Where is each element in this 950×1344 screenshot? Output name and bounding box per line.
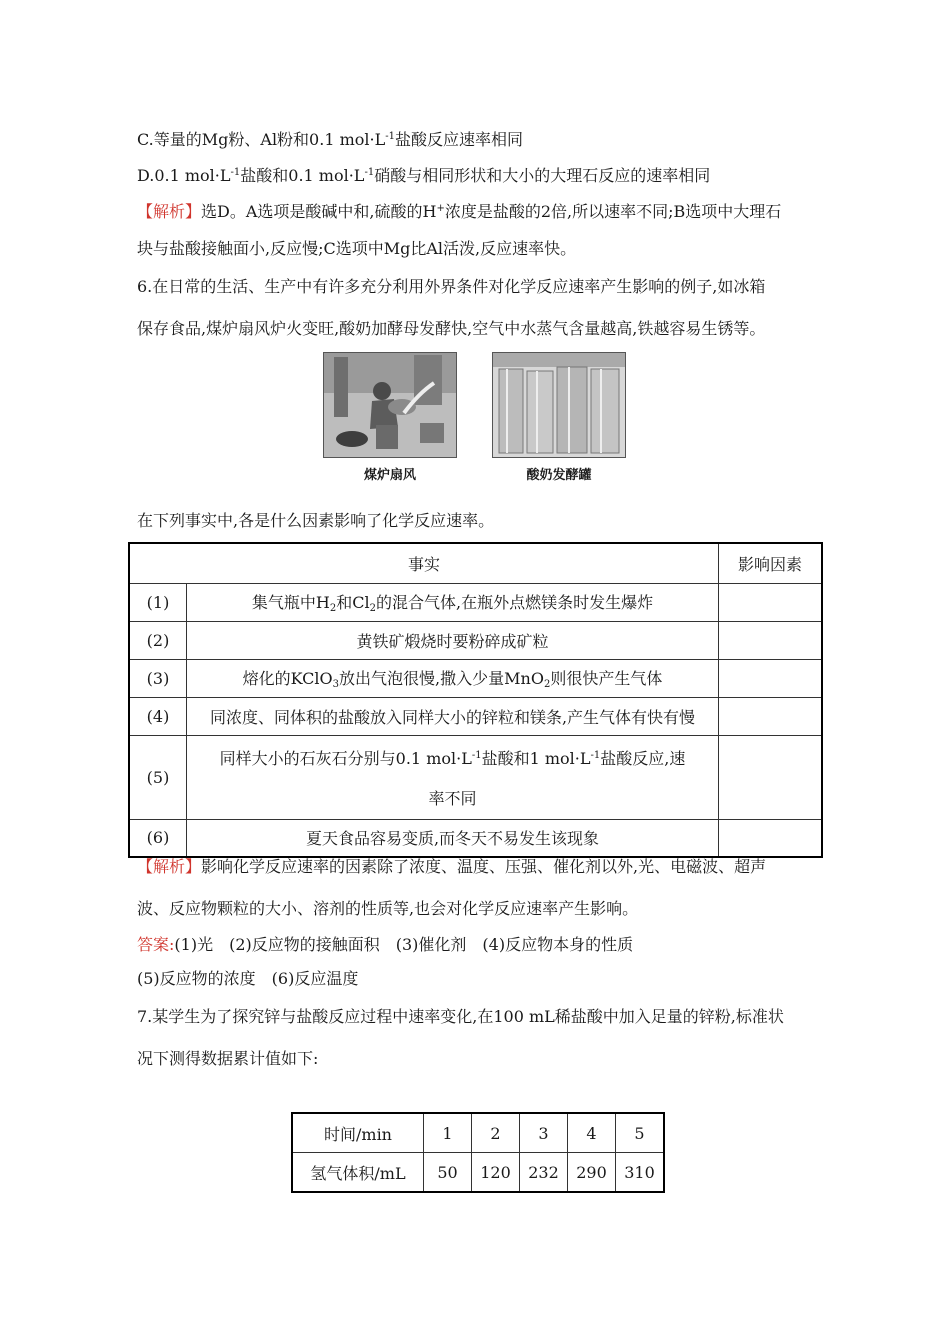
row-number: (1)	[129, 583, 187, 621]
fact-line2: 率不同	[428, 788, 477, 808]
row-number: (5)	[129, 735, 187, 819]
analysis-text: 选D。A选项是酸碱中和,硫酸的H	[201, 202, 437, 221]
option-c	[137, 126, 523, 151]
time-cell: 1	[424, 1113, 472, 1153]
figure-caption: 酸奶发酵罐	[526, 468, 592, 483]
table-row	[129, 583, 822, 621]
fact-text: 盐酸和1 mol·L	[481, 748, 591, 768]
hydrogen-data-table	[291, 1112, 665, 1193]
superscript: -1	[230, 167, 241, 178]
option-c-text: C.等量的Mg粉、Al粉和0.1 mol·L	[137, 130, 386, 149]
fact-text: 同样大小的石灰石分别与0.1 mol·L	[219, 748, 472, 768]
answer-text: (1)光 (2)反应物的接触面积 (3)催化剂 (4)反应物本身的性质	[174, 935, 634, 954]
row-factor-blank	[719, 819, 823, 857]
q6-prompt: 在下列事实中,各是什么因素影响了化学反应速率。	[137, 511, 495, 530]
fact-text: 集气瓶中H	[251, 593, 330, 612]
q6-analysis-line1	[137, 856, 766, 878]
fact-line1	[191, 736, 714, 779]
fact-text: 的混合气体,在瓶外点燃镁条时发生爆炸	[376, 593, 654, 612]
fact-text: 熔化的KClO	[242, 669, 333, 688]
subscript: 2	[543, 679, 551, 690]
table-row	[129, 697, 822, 735]
table-row	[129, 819, 822, 857]
time-cell: 5	[616, 1113, 665, 1153]
option-c-text-end: 盐酸反应速率相同	[394, 130, 523, 149]
q6-answer-line1	[137, 934, 633, 956]
superscript: +	[436, 203, 445, 214]
figure-caption: 煤炉扇风	[363, 468, 416, 483]
row-factor-blank	[719, 697, 823, 735]
volume-cell: 120	[472, 1153, 520, 1193]
answer-tag: 答案:	[137, 935, 175, 954]
subscript: 2	[369, 603, 376, 614]
header-fact: 事实	[129, 543, 719, 583]
fact-text: 则很快产生气体	[550, 669, 663, 688]
volume-row	[292, 1153, 664, 1193]
row-number: (2)	[129, 621, 187, 659]
q5-analysis-line2: 块与盐酸接触面小,反应慢;C选项中Mg比Al活泼,反应速率快。	[137, 239, 577, 258]
header-factor: 影响因素	[719, 543, 823, 583]
table-header-row	[129, 543, 822, 583]
analysis-text: 影响化学反应速率的因素除了浓度、温度、压强、催化剂以外,光、电磁波、超声	[201, 857, 767, 876]
q6-stem-line2: 保存食品,煤炉扇风炉火变旺,酸奶加酵母发酵快,空气中水蒸气含量越高,铁越容易生锈等。	[137, 319, 766, 338]
volume-cell: 50	[424, 1153, 472, 1193]
table-row	[129, 735, 822, 819]
subscript: 3	[332, 679, 340, 690]
q7-stem-line1: 7.某学生为了探究锌与盐酸反应过程中速率变化,在100 mL稀盐酸中加入足量的锌粉,标准状	[137, 1007, 784, 1026]
row-factor-blank	[719, 621, 823, 659]
option-d-text-end: 硝酸与相同形状和大小的大理石反应的速率相同	[374, 166, 711, 185]
volume-cell: 232	[520, 1153, 568, 1193]
table-row	[129, 621, 822, 659]
option-d	[137, 162, 710, 187]
row-fact	[187, 583, 719, 621]
superscript: -1	[385, 131, 395, 142]
figure-stove-fanning	[323, 352, 457, 482]
row-fact: 同浓度、同体积的盐酸放入同样大小的锌粒和镁条,产生气体有快有慢	[187, 697, 719, 735]
row-number: (6)	[129, 819, 187, 857]
row-fact: 夏天食品容易变质,而冬天不易发生该现象	[187, 819, 719, 857]
volume-cell: 310	[616, 1153, 665, 1193]
figure-fermentation-tanks	[492, 352, 626, 482]
fact-text: 和Cl	[336, 593, 370, 612]
row-factor-blank	[719, 735, 823, 819]
table-row	[129, 659, 822, 697]
subscript: 2	[329, 603, 337, 614]
row-number: (4)	[129, 697, 187, 735]
option-d-text: 盐酸和0.1 mol·L	[240, 166, 365, 185]
fermentation-tanks-photo	[492, 352, 626, 458]
fact-text: 放出气泡很慢,撒入少量MnO	[339, 669, 544, 688]
row-factor-blank	[719, 659, 823, 697]
facts-table	[128, 542, 823, 858]
row-number: (3)	[129, 659, 187, 697]
volume-header: 氢气体积/mL	[292, 1153, 424, 1193]
volume-cell: 290	[568, 1153, 616, 1193]
analysis-tag: 【解析】	[137, 857, 202, 876]
q7-stem-line2: 况下测得数据累计值如下:	[137, 1049, 319, 1068]
row-fact	[187, 735, 719, 819]
row-fact: 黄铁矿煅烧时要粉碎成矿粒	[187, 621, 719, 659]
q6-stem-line1: 6.在日常的生活、生产中有许多充分利用外界条件对化学反应速率产生影响的例子,如冰箱	[137, 277, 766, 296]
time-row	[292, 1113, 664, 1153]
fact-text: 盐酸反应,速	[600, 748, 686, 768]
time-cell: 4	[568, 1113, 616, 1153]
q5-analysis-line1	[137, 198, 781, 223]
row-factor-blank	[719, 583, 823, 621]
time-header: 时间/min	[292, 1113, 424, 1153]
option-d-text: D.0.1 mol·L	[137, 166, 231, 185]
row-fact	[187, 659, 719, 697]
superscript: -1	[590, 749, 601, 761]
q6-analysis-line2: 波、反应物颗粒的大小、溶剂的性质等,也会对化学反应速率产生影响。	[137, 899, 639, 918]
superscript: -1	[471, 749, 482, 761]
time-cell: 3	[520, 1113, 568, 1153]
superscript: -1	[364, 167, 375, 178]
stove-fanning-photo	[323, 352, 457, 458]
q6-answer-line2: (5)反应物的浓度 (6)反应温度	[137, 969, 359, 988]
time-cell: 2	[472, 1113, 520, 1153]
analysis-tag: 【解析】	[137, 202, 202, 221]
analysis-text: 浓度是盐酸的2倍,所以速率不同;B选项中大理石	[444, 202, 782, 221]
